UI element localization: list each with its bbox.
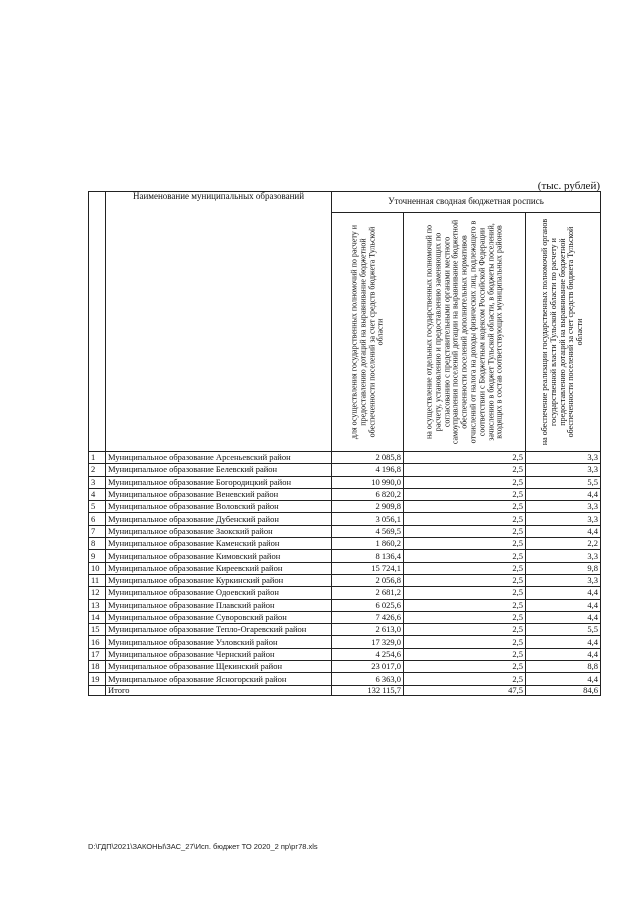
row-col-c: 4,4: [526, 599, 601, 611]
header-name-col: Наименование муниципальных образований: [106, 192, 332, 452]
row-col-a: 3 056,1: [332, 513, 404, 525]
row-name: Муниципальное образование Плавский район: [106, 599, 332, 611]
header-number-col: [89, 192, 106, 452]
row-number: 8: [89, 538, 106, 550]
row-number: 4: [89, 488, 106, 500]
row-col-b: 2,5: [404, 513, 526, 525]
header-col-a-text: для осуществления государственных полномочий по расчету и предоставлению дотаций на выравнивание бюджетной обеспеченности поселений за счет средств бюджета Тульской области: [348, 224, 385, 440]
row-col-b: 2,5: [404, 611, 526, 623]
row-col-b: 2,5: [404, 636, 526, 648]
row-col-c: 8,8: [526, 661, 601, 673]
table-row: [89, 452, 601, 464]
row-col-a: 4 254,6: [332, 648, 404, 660]
row-name: Муниципальное образование Воловский район: [106, 501, 332, 513]
table-row: [89, 611, 601, 623]
table-row: [89, 538, 601, 550]
table-row: [89, 550, 601, 562]
row-name: Муниципальное образование Богородицкий район: [106, 476, 332, 488]
row-col-a: 6 025,6: [332, 599, 404, 611]
table-row: [89, 599, 601, 611]
table-row: [89, 464, 601, 476]
row-col-c: 4,4: [526, 525, 601, 537]
row-col-b: 2,5: [404, 525, 526, 537]
row-number: 9: [89, 550, 106, 562]
row-col-c: 4,4: [526, 587, 601, 599]
file-path-footer: D:\ГДП\2021\ЗАКОНЫ\ЗАС_27\Исп. бюджет ТО 2020_2 пр\рг78.xls: [88, 842, 318, 851]
row-number: 18: [89, 661, 106, 673]
row-name: Муниципальное образование Кимовский район: [106, 550, 332, 562]
row-col-c: 3,3: [526, 513, 601, 525]
row-name: Муниципальное образование Суворовский район: [106, 611, 332, 623]
row-name: Муниципальное образование Дубенский район: [106, 513, 332, 525]
row-col-b: 2,5: [404, 464, 526, 476]
table-row: [89, 501, 601, 513]
table-row: [89, 562, 601, 574]
row-number: 1: [89, 452, 106, 464]
row-col-a: 7 426,6: [332, 611, 404, 623]
row-name: Муниципальное образование Щекинский район: [106, 661, 332, 673]
row-col-a: 10 990,0: [332, 476, 404, 488]
row-col-b: 2,5: [404, 488, 526, 500]
row-number: 6: [89, 513, 106, 525]
row-col-a: 2 085,8: [332, 452, 404, 464]
row-name: Муниципальное образование Одоевский район: [106, 587, 332, 599]
row-col-c: 2,2: [526, 538, 601, 550]
row-col-b: 2,5: [404, 587, 526, 599]
row-number: 12: [89, 587, 106, 599]
budget-table: [88, 191, 601, 696]
table-row: [89, 488, 601, 500]
row-col-c: 3,3: [526, 574, 601, 586]
row-col-c: 5,5: [526, 624, 601, 636]
row-col-a: 2 613,0: [332, 624, 404, 636]
row-col-b: 2,5: [404, 574, 526, 586]
row-col-b: 2,5: [404, 648, 526, 660]
total-number-cell: [89, 685, 106, 695]
header-group: Уточненная сводная бюджетная роспись: [332, 192, 601, 213]
row-col-a: 4 569,5: [332, 525, 404, 537]
table-row: [89, 673, 601, 685]
header-col-b: [404, 213, 526, 452]
row-number: 13: [89, 599, 106, 611]
row-name: Муниципальное образование Тепло-Огаревский район: [106, 624, 332, 636]
row-name: Муниципальное образование Ясногорский район: [106, 673, 332, 685]
row-col-a: 2 681,2: [332, 587, 404, 599]
row-name: Муниципальное образование Чернский район: [106, 648, 332, 660]
total-label: Итого: [106, 685, 332, 695]
row-col-b: 2,5: [404, 599, 526, 611]
table-row: [89, 661, 601, 673]
table-body: [89, 452, 601, 686]
unit-label: (тыс. рублей): [537, 180, 600, 192]
row-col-a: 2 056,8: [332, 574, 404, 586]
row-col-a: 23 017,0: [332, 661, 404, 673]
header-col-c: [526, 213, 601, 452]
row-col-c: 5,5: [526, 476, 601, 488]
row-number: 19: [89, 673, 106, 685]
table-header: [89, 192, 601, 452]
row-col-a: 17 329,0: [332, 636, 404, 648]
row-col-c: 3,3: [526, 464, 601, 476]
total-col-c: 84,6: [526, 685, 601, 695]
row-number: 2: [89, 464, 106, 476]
table-row: [89, 636, 601, 648]
table-row: [89, 587, 601, 599]
row-name: Муниципальное образование Заокский район: [106, 525, 332, 537]
row-number: 7: [89, 525, 106, 537]
row-col-c: 4,4: [526, 673, 601, 685]
table-row: [89, 513, 601, 525]
row-number: 3: [89, 476, 106, 488]
row-col-b: 2,5: [404, 538, 526, 550]
row-name: Муниципальное образование Каменский район: [106, 538, 332, 550]
row-col-c: 3,3: [526, 452, 601, 464]
row-col-c: 4,4: [526, 488, 601, 500]
header-col-c-text: на обеспечение реализации государственных полномочий органов государственной власти Тульской области по расчету и предоставлению дотаций на выравнивание бюджетной обеспеченности поселений за счет средств бюджета Тульской области: [540, 218, 585, 446]
row-col-c: 9,8: [526, 562, 601, 574]
row-col-c: 4,4: [526, 648, 601, 660]
table-row: [89, 574, 601, 586]
row-col-c: 4,4: [526, 611, 601, 623]
table-row: [89, 624, 601, 636]
row-number: 14: [89, 611, 106, 623]
row-col-a: 4 196,8: [332, 464, 404, 476]
row-col-b: 2,5: [404, 501, 526, 513]
total-row: [89, 685, 601, 695]
row-col-a: 6 820,2: [332, 488, 404, 500]
row-name: Муниципальное образование Белевский район: [106, 464, 332, 476]
row-number: 5: [89, 501, 106, 513]
table-row: [89, 476, 601, 488]
row-col-b: 2,5: [404, 550, 526, 562]
row-name: Муниципальное образование Куркинский район: [106, 574, 332, 586]
header-col-a: [332, 213, 404, 452]
row-col-c: 3,3: [526, 550, 601, 562]
row-col-a: 8 136,4: [332, 550, 404, 562]
row-name: Муниципальное образование Арсеньевский район: [106, 452, 332, 464]
row-col-b: 2,5: [404, 673, 526, 685]
row-number: 17: [89, 648, 106, 660]
row-col-c: 4,4: [526, 636, 601, 648]
row-number: 16: [89, 636, 106, 648]
row-name: Муниципальное образование Веневский район: [106, 488, 332, 500]
row-col-c: 3,3: [526, 501, 601, 513]
row-col-a: 1 860,2: [332, 538, 404, 550]
row-number: 10: [89, 562, 106, 574]
row-col-b: 2,5: [404, 452, 526, 464]
row-col-b: 2,5: [404, 624, 526, 636]
row-name: Муниципальное образование Киреевский район: [106, 562, 332, 574]
row-number: 11: [89, 574, 106, 586]
table-row: [89, 525, 601, 537]
row-col-b: 2,5: [404, 476, 526, 488]
table-row: [89, 648, 601, 660]
total-col-b: 47,5: [404, 685, 526, 695]
row-number: 15: [89, 624, 106, 636]
row-col-b: 2,5: [404, 562, 526, 574]
header-col-b-text: на осуществление отдельных государственных полномочий по расчету, установлению и предоставлению заменяющих по согласованию с представительными органами местного самоуправления поселений дотации на выравнивание бюджетной обеспеченности поселений дополнительных нормативов отчислений от налога на доходы физических лиц, подлежащего в соответствии с Бюджетным кодексом Российской Федерации зачислению в бюджет Тульской области, в бюджеты поселений, входящих в состав соответствующих муниципальных районов: [423, 219, 504, 445]
total-col-a: 132 115,7: [332, 685, 404, 695]
row-col-a: 15 724,1: [332, 562, 404, 574]
row-col-a: 6 363,0: [332, 673, 404, 685]
row-col-b: 2,5: [404, 661, 526, 673]
row-col-a: 2 909,8: [332, 501, 404, 513]
row-name: Муниципальное образование Узловский район: [106, 636, 332, 648]
